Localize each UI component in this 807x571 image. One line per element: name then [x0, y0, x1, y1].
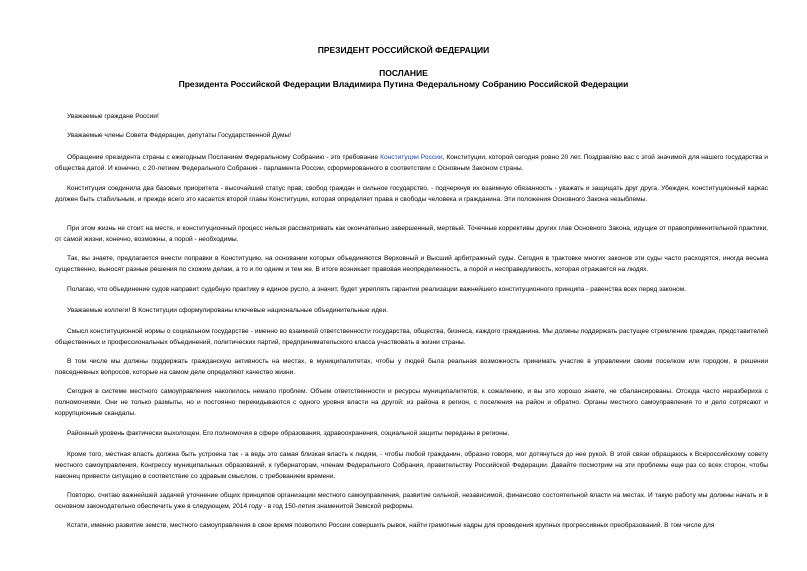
document-title: ПРЕЗИДЕНТ РОССИЙСКОЙ ФЕДЕРАЦИИ	[317, 45, 490, 55]
document-subtitle: Президента Российской Федерации Владимира Путина Федеральному Собранию Российской Федерации	[178, 79, 629, 89]
paragraph-constitutional-process: При этом жизнь не стоит на месте, и конституционный процесс нельзя рассматривать как окончательно завершенный, мертвый. Точечные коррективы других глав Основного Закона, идущие от правоприменительной практики, от самой жизни, конечно, возможны, а порой - необходимы.	[55, 225, 768, 243]
constitution-link[interactable]: Конституции России	[380, 154, 443, 161]
paragraph-court-unification: Полагаю, что объединение судов направит судебную практику в единое русло, а значит, будет укреплять гарантии реализации важнейшего конституционного принципа - равенства всех перед законом.	[67, 286, 687, 293]
paragraph-zemstvo-development: Кстати, именно развитие земств, местного самоуправления в свое время позволило России совершить рывок, найти грамотные кадры для проведения крупных прогрессивных преобразований. В том числе для	[67, 522, 715, 529]
paragraph-text: , Конституции, которой сегодня ровно 20 лет. Поздравляю вас с этой значимой для нашего государства и общества датой. И конечно, с 20-летием Федерального Собрания - парламента России, сформированного в соответствии с Основным Законом страны.	[55, 154, 768, 172]
paragraph-text: Обращение президента страны с ежегодным Посланием Федеральному Собранию - это требование	[67, 154, 381, 161]
paragraph-court-amendments: Так, вы знаете, предлагается внести поправки в Конституцию, на основании которых объединяются Верховный и Высший арбитражный суды. Сегодня в трактовке многих законов эти суды часто расходятся, иногда весьма существенно, выносят разные решения по схожим делам, а то и по одним и тем же. В итоге возникает правовая неопределенность, а порой и несправедливость, которая отражается на людях.	[55, 255, 768, 273]
paragraph-address-requirement	[55, 152, 768, 174]
paragraph-social-state: Смысл конституционной нормы о социальном государстве - именно во взаимной ответственности государства, общества, бизнеса, каждого гражданина. Мы должны поддержать растущее стремление граждан, представителей общественных и профессиональных объединений, политических партий, предпринимательского класса участвовать в жизни страны.	[55, 328, 768, 346]
paragraph-greeting-members: Уважаемые члены Совета Федерации, депутаты Государственной Думы!	[67, 132, 292, 139]
document-type: ПОСЛАНИЕ	[379, 68, 428, 78]
paragraph-local-authority: Кроме того, местная власть должна быть устроена так - а ведь это самая близкая власть к людям, - чтобы любой гражданин, образно говоря, мог дотянуться до нее рукой. В этой связи обращаюсь к Всероссийскому совету местного самоуправления, Конгрессу муниципальных образований, к губернаторам, членам Федерального Собрания, правительству Российской Федерации. Давайте посмотрим на эти проблемы еще раз со всех сторон, чтобы наконец привести ситуацию в соответствие со здравым смыслом, с требованием времени.	[55, 451, 768, 480]
paragraph-local-government-problems: Сегодня в системе местного самоуправления накопилось немало проблем. Объем ответственности и ресурсы муниципалитетов, к сожалению, и вы это хорошо знаете, не сбалансированы. Отсюда часто неразбериха с полномочиями. Они не только размыты, но и постоянно перекидываются с одного уровня власти на другой: из района в регион, с поселения на район и обратно. Органы местного самоуправления то и дело сотрясают и коррупционные скандалы.	[55, 388, 768, 417]
paragraph-district-level: Районный уровень фактически выхолощен. Его полномочия в сфере образования, здравоохранения, социальной защиты переданы в регионы.	[67, 430, 510, 437]
paragraph-constitution-priorities: Конституция соединила два базовых приоритета - высочайший статус прав, свобод граждан и сильное государство, - подчеркнув их взаимную обязанность - уважать и защищать друг друга. Убежден, конституционный каркас должен быть стабильным, и прежде всего это касается второй главы Конституции, которая определяет права и свободы человека и гражданина. Эти положения Основного Закона незыблемы.	[55, 185, 768, 203]
paragraph-civic-activity: В том числе мы должны поддержать гражданскую активность на местах, в муниципалитетах, чтобы у людей была реальная возможность принимать участие в управлении своим поселком или городом, в решении повседневных вопросов, которые на самом деле определяют качество жизни.	[55, 358, 768, 376]
paragraph-greeting-citizens: Уважаемые граждане России!	[67, 113, 159, 120]
paragraph-zemstvo-reform: Повторю, считаю важнейшей задачей уточнение общих принципов организации местного самоуправления, развитие сильной, независимой, финансово состоятельной власти на местах. И такую работу мы должны начать и в основном законодательно обеспечить уже в следующем, 2014 году - в год 150-летия знаменитой Земской реформы.	[55, 492, 768, 510]
paragraph-colleagues: Уважаемые коллеги! В Конституции сформулированы ключевые национальные объединительные идеи.	[67, 307, 389, 314]
